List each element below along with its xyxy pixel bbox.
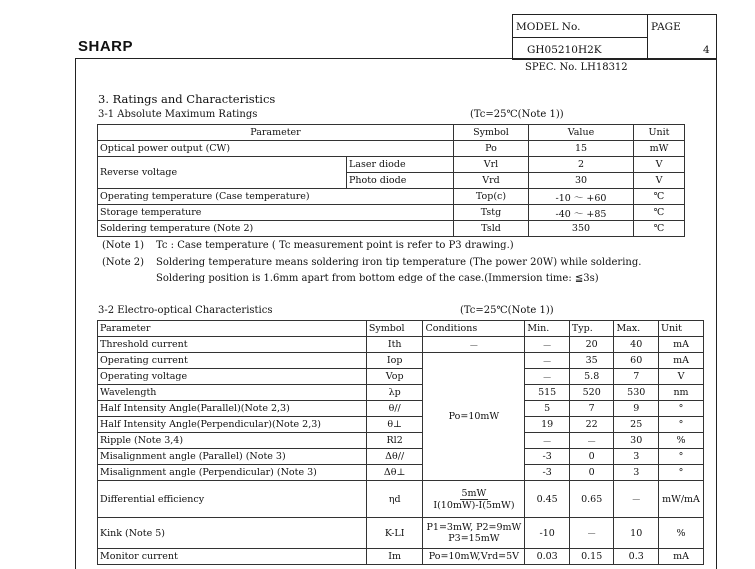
th-eo-unit: Unit	[659, 321, 704, 337]
table-row: Photo diode Vrd 30 V	[98, 173, 685, 189]
table-row: Storage temperature Tstg -40 ～ +85 ℃	[98, 205, 685, 221]
table-row: Soldering temperature (Note 2) Tsld 350 ℃	[98, 221, 685, 237]
section-title: 3. Ratings and Characteristics	[98, 92, 276, 106]
th-eo-conditions: Conditions	[423, 321, 525, 337]
abs-ratings-table	[97, 124, 685, 237]
note-2-text-continued: Soldering position is 1.6mm apart from bottom edge of the case.(Immersion time: ≦3s)	[156, 273, 599, 284]
table-row: Misalignment angle (Parallel) (Note 3) Δθ// -3 0 3 °	[98, 449, 704, 465]
eo-title: 3-2 Electro-optical Characteristics	[98, 305, 273, 316]
table-row: Ripple (Note 3,4) Rl2 － － 30 %	[98, 433, 704, 449]
note-1-text: Tc : Case temperature ( Tc measurement point is refer to P3 drawing.)	[156, 240, 514, 251]
eo-table	[97, 320, 704, 565]
spec-number: SPEC. No. LH18312	[525, 62, 628, 73]
th-eo-parameter: Parameter	[98, 321, 367, 337]
abs-ratings-title: 3-1 Absolute Maximum Ratings	[98, 109, 258, 120]
model-value: GH05210H2K	[527, 44, 602, 56]
th-eo-min: Min.	[525, 321, 570, 337]
th-value: Value	[529, 125, 634, 141]
sharp-logo: SHARP	[78, 38, 134, 55]
th-symbol: Symbol	[454, 125, 529, 141]
table-row: Wavelength λp 515 520 530 nm	[98, 385, 704, 401]
table-row: Half Intensity Angle(Parallel)(Note 2,3) θ// 5 7 9 °	[98, 401, 704, 417]
note-2-label: (Note 2)	[102, 257, 145, 268]
note-2-text: Soldering temperature means soldering iron tip temperature (The power 20W) while soldering.	[156, 257, 642, 268]
table-row: Half Intensity Angle(Perpendicular)(Note 2,3) θ⊥ 19 22 25 °	[98, 417, 704, 433]
table-row: Operating voltage Vop － 5.8 7 V	[98, 369, 704, 385]
th-parameter: Parameter	[98, 125, 454, 141]
fraction-condition: 5mW I(10mW)-I(5mW)	[423, 481, 525, 518]
table-row: Misalignment angle (Perpendicular) (Note 3) Δθ⊥ -3 0 3 °	[98, 465, 704, 481]
table-row: Reverse voltage Laser diode Vrl 2 V	[98, 157, 685, 173]
table-row: Monitor current Im Po=10mW,Vrd=5V 0.03 0.15 0.3 mA	[98, 549, 704, 565]
table-row: Differential efficiency ηd 5mW I(10mW)-I(5mW) 0.45 0.65 － mW/mA	[98, 481, 704, 518]
shared-condition: Po=10mW	[423, 353, 525, 481]
table-row: Operating temperature (Case temperature) Top(c) -10 ～ +60 ℃	[98, 189, 685, 205]
note-1-label: (Note 1)	[102, 240, 145, 251]
page-number: 4	[703, 44, 710, 56]
table-row: Operating current Iop Po=10mW － 35 60 mA	[98, 353, 704, 369]
abs-ratings-condition: (Tc=25℃(Note 1))	[470, 109, 564, 120]
model-label: MODEL No.	[516, 21, 581, 33]
model-box	[512, 14, 717, 60]
th-eo-typ: Typ.	[569, 321, 614, 337]
th-eo-symbol: Symbol	[366, 321, 423, 337]
eo-condition: (Tc=25℃(Note 1))	[460, 305, 554, 316]
table-row: Kink (Note 5) K-LI P1=3mW, P2=9mW P3=15mW -10 － 10 %	[98, 518, 704, 549]
th-eo-max: Max.	[614, 321, 659, 337]
table-row: Optical power output (CW) Po 15 mW	[98, 141, 685, 157]
th-unit: Unit	[634, 125, 685, 141]
page-label: PAGE	[651, 21, 681, 33]
table-row: Threshold current Ith － － 20 40 mA	[98, 337, 704, 353]
